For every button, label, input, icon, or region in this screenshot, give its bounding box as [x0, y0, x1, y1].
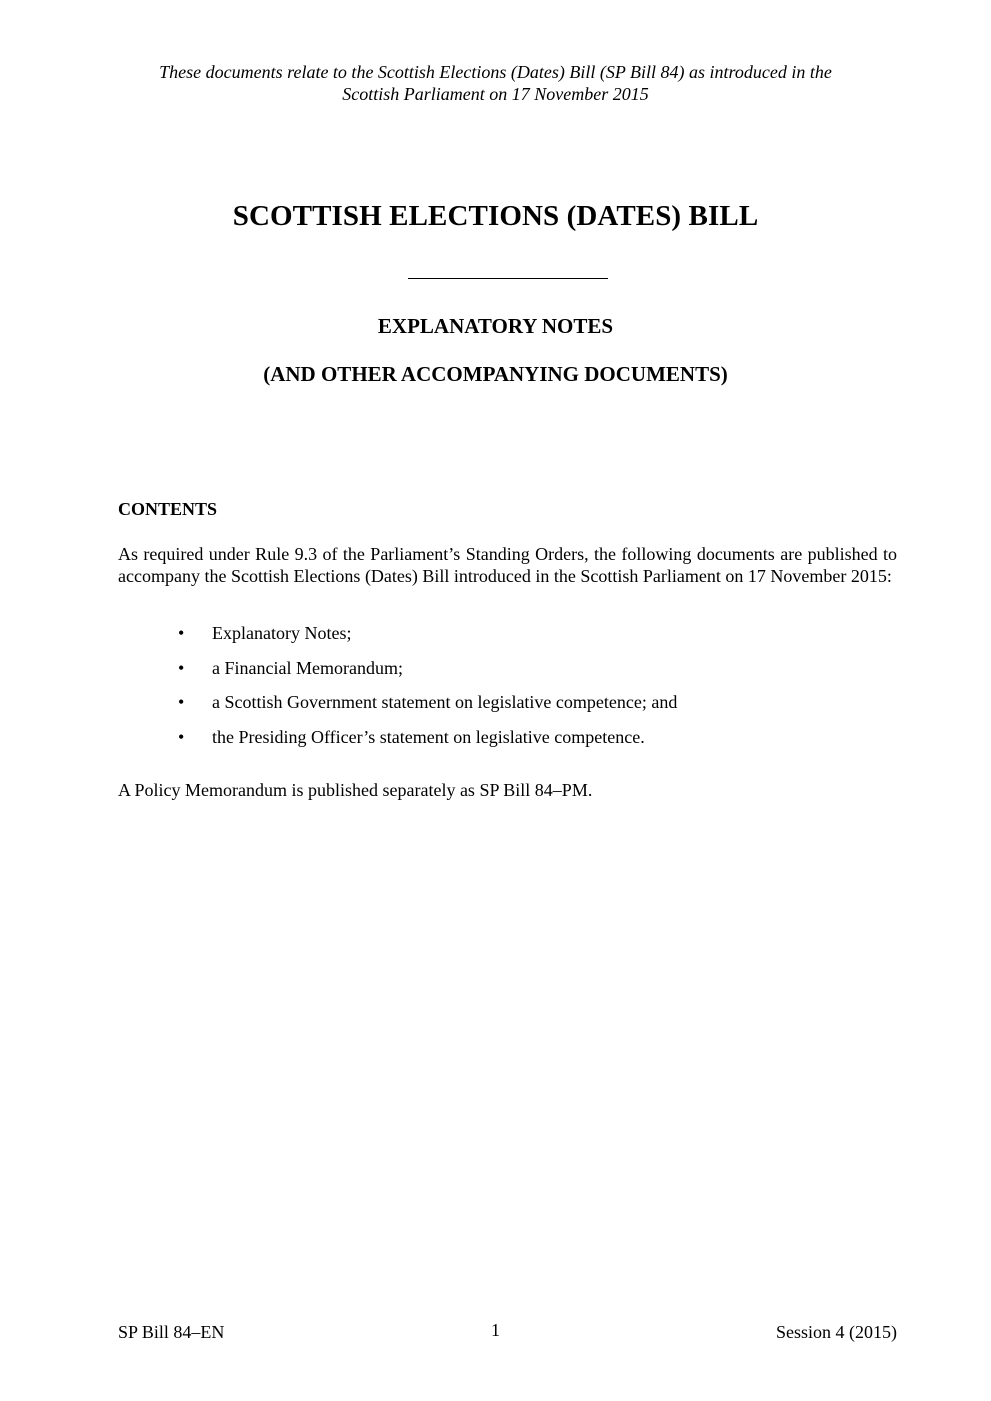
- bullet-icon: •: [178, 623, 185, 643]
- list-item-text: a Financial Memorandum;: [212, 657, 403, 678]
- footer-session: Session 4 (2015): [776, 1322, 897, 1342]
- subtitle-explanatory-notes: EXPLANATORY NOTES: [377, 314, 614, 338]
- list-item-text: the Presiding Officer’s statement on legislative competence.: [212, 726, 645, 747]
- list-item-text: Explanatory Notes;: [212, 623, 352, 643]
- header-note: [0, 61, 991, 105]
- header-note-line-2: Scottish Parliament on 17 November 2015: [342, 84, 649, 104]
- title-divider: [408, 278, 608, 279]
- list-item-text: a Scottish Government statement on legislative competence; and: [212, 692, 678, 712]
- bullet-icon: •: [178, 726, 185, 747]
- contents-heading: CONTENTS: [118, 499, 218, 519]
- bullet-icon: •: [178, 657, 185, 678]
- footer-bill-reference: SP Bill 84–EN: [118, 1322, 225, 1342]
- bullet-icon: •: [178, 692, 185, 712]
- contents-intro-paragraph: As required under Rule 9.3 of the Parliament’s Standing Orders, the following documents are published to accompany the Scottish Elections (Dates) Bill introduced in the Scottish Parliament on 17 November 2015:: [118, 544, 897, 586]
- subtitle-accompanying-documents: (AND OTHER ACCOMPANYING DOCUMENTS): [263, 362, 728, 386]
- policy-memorandum-note: A Policy Memorandum is published separately as SP Bill 84–PM.: [118, 780, 593, 800]
- document-title: SCOTTISH ELECTIONS (DATES) BILL: [232, 200, 759, 232]
- header-note-line-1: These documents relate to the Scottish Elections (Dates) Bill (SP Bill 84) as introduced in the: [159, 62, 832, 82]
- footer-page-number: 1: [491, 1320, 500, 1340]
